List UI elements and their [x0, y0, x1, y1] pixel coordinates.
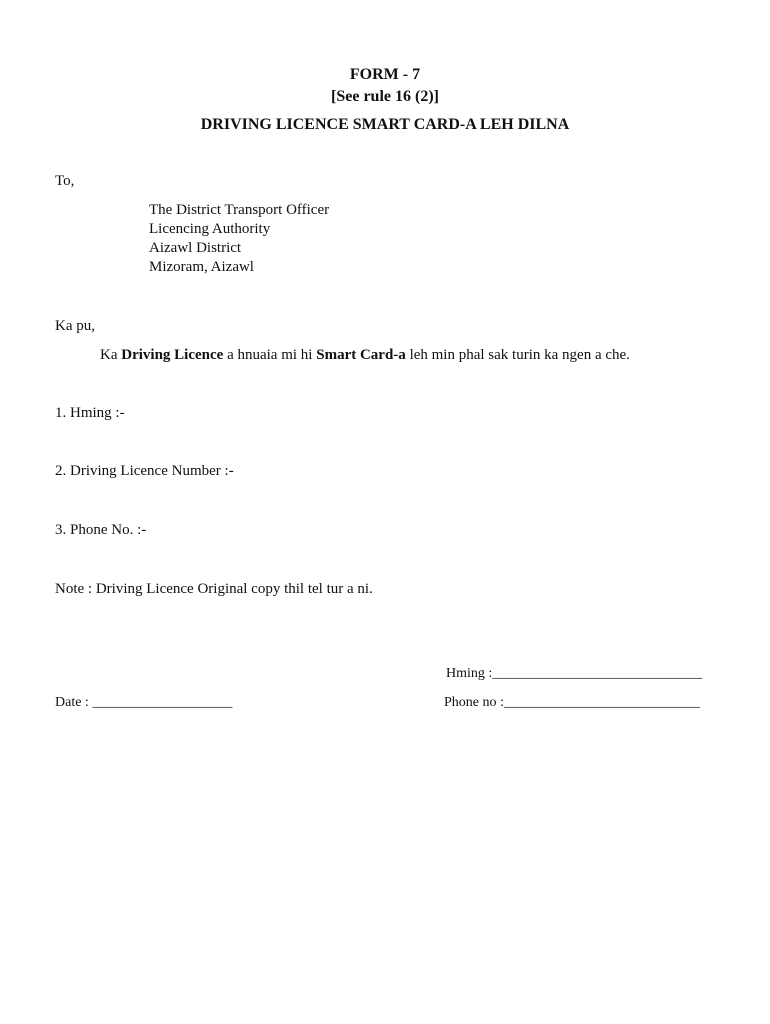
signature-phone-line: Phone no :____________________________ — [444, 695, 700, 710]
recipient-line-4: Mizoram, Aizawl — [149, 259, 254, 275]
salutation: Ka pu, — [55, 318, 95, 334]
recipient-line-2: Licencing Authority — [149, 221, 271, 237]
note: Note : Driving Licence Original copy thil tel tur a ni. — [55, 581, 373, 597]
field-phone: 3. Phone No. :- — [55, 522, 147, 538]
to-label: To, — [55, 173, 75, 189]
field-licence-number: 2. Driving Licence Number :- — [55, 463, 234, 479]
request-bold-driving-licence: Driving Licence — [121, 347, 224, 363]
signature-date-line: Date : ____________________ — [55, 695, 233, 710]
signature-hming-line: Hming :______________________________ — [446, 666, 703, 681]
form-title: DRIVING LICENCE SMART CARD-A LEH DILNA — [200, 116, 570, 133]
request-text-2: a hnuaia mi hi — [223, 347, 317, 363]
recipient-line-1: The District Transport Officer — [149, 202, 330, 218]
field-hming: 1. Hming :- — [55, 405, 125, 421]
recipient-line-3: Aizawl District — [149, 240, 242, 256]
request-text-3: leh min phal sak turin ka ngen a che. — [405, 347, 630, 363]
rule-reference: [See rule 16 (2)] — [331, 88, 439, 105]
request-paragraph — [100, 347, 630, 364]
form-number: FORM - 7 — [349, 66, 421, 83]
request-text-1: Ka — [100, 347, 122, 363]
request-bold-smart-card: Smart Card-a — [316, 347, 406, 363]
